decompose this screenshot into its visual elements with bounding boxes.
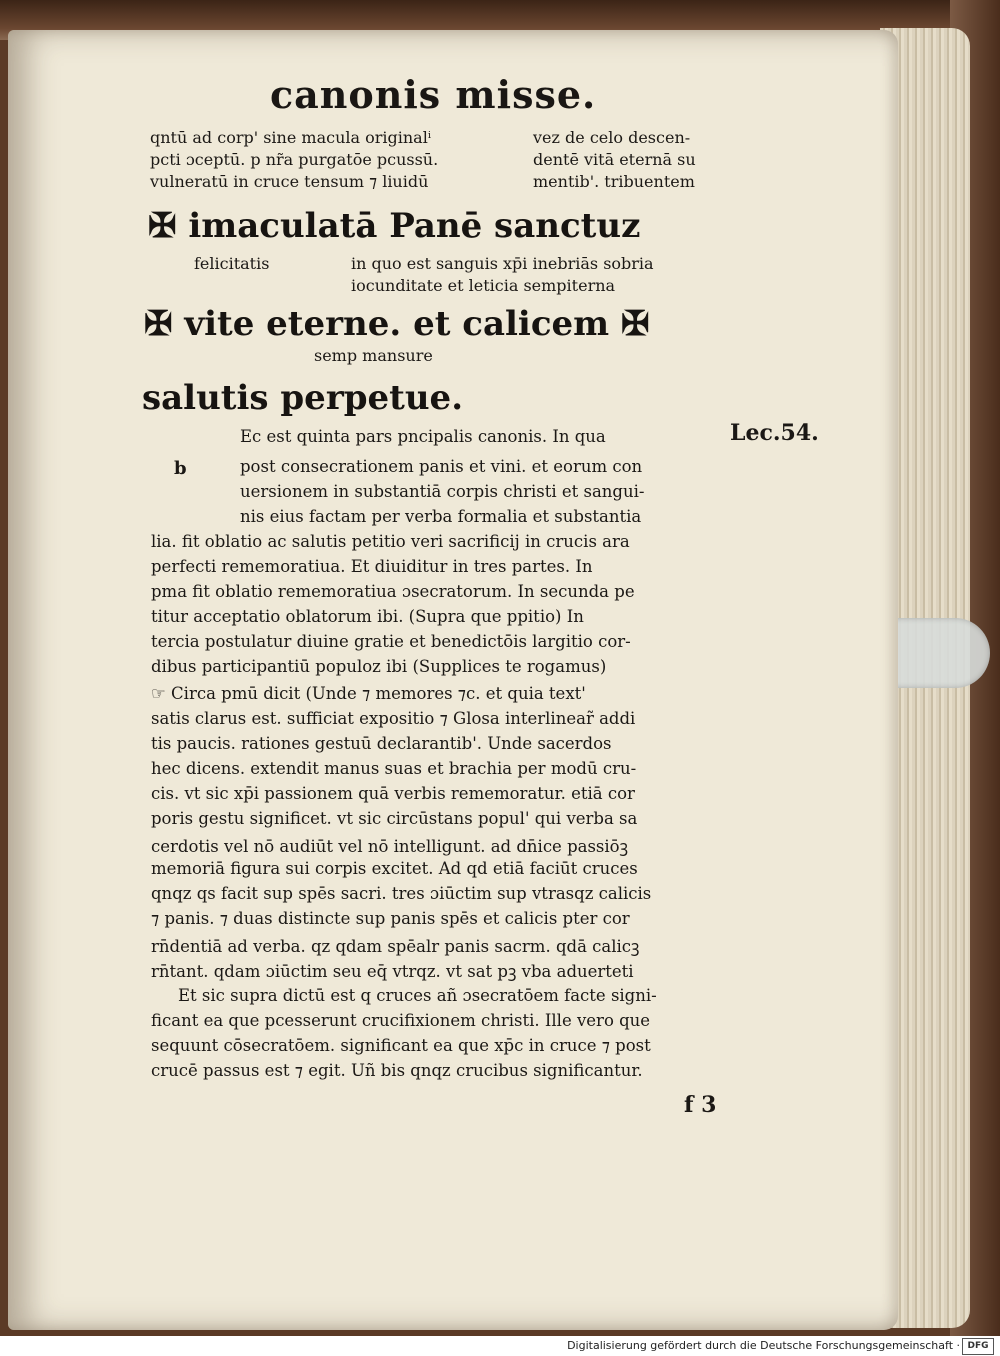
body-line: tis paucis. rationes gestuū declarantib'. Unde sacerdos	[151, 734, 612, 753]
dfg-logo: DFG	[962, 1338, 994, 1355]
felicitatis-note: felicitatis	[194, 254, 270, 273]
signature-mark: f 3	[684, 1092, 717, 1118]
funding-credit: Digitalisierung gefördert durch die Deutsche Forschungsgemeinschaft ·	[567, 1339, 960, 1352]
body-line: sequunt cōsecratōem. significant ea que xp̄c in cruce ⁊ post	[151, 1036, 651, 1055]
semp-mansure-note: semp mansure	[314, 346, 433, 365]
body-line: lia. fit oblatio ac salutis petitio veri sacrificij in crucis ara	[151, 532, 630, 551]
body-line: Et sic supra dictū est q cruces añ ɔsecratōem facte signi-	[178, 986, 657, 1005]
body-line: Ec est quinta pars pncipalis canonis. In qua	[240, 427, 606, 446]
body-line: qnqz qs facit sup spēs sacri. tres ɔiūctim sup vtrasqz calicis	[151, 884, 652, 903]
body-line: ficant ea que pcesserunt crucifixionem christi. Ille vero que	[151, 1011, 651, 1030]
body-line: tercia postulatur diuine gratie et benedictōis largitio cor-	[151, 632, 631, 651]
right-column-line: vez de celo descen-	[533, 128, 691, 147]
salutis-line: salutis perpetue.	[142, 378, 464, 418]
body-line: crucē passus est ⁊ egit. Uñ bis qnqz crucibus significantur.	[151, 1061, 643, 1080]
right-column-line: mentib'. tribuentem	[533, 172, 695, 191]
body-line: ⁊ panis. ⁊ duas distincte sup panis spēs et calicis pter cor	[151, 909, 630, 928]
body-line: nis eius factam per verba formalia et substantia	[240, 507, 642, 526]
left-column-line: pcti ɔceptū. p nr̃a purgatōe pcussū.	[150, 150, 439, 169]
body-line: satis clarus est. sufficiat expositio ⁊ Glosa interlinear̃ addi	[151, 709, 636, 728]
body-line: cis. vt sic xp̄i passionem quā verbis rememoratur. etiā cor	[151, 784, 635, 803]
left-column-line: qntū ad corp' sine macula originalⁱ	[150, 128, 432, 147]
immaculata-line: ✠ imaculatā Panē sanctuz	[148, 206, 641, 246]
body-line: dibus participantiū populoz ibi (Supplices te rogamus)	[151, 657, 607, 676]
book-page	[8, 30, 898, 1330]
body-line: rn̄tant. qdam ɔiūctim seu eq̄ vtrqz. vt sat pꝫ vba aduerteti	[151, 962, 634, 981]
body-line: cerdotis vel nō audiūt vel nō intelligunt. ad dn̄ice passiōꝫ	[151, 837, 629, 856]
body-line: rn̄dentiā ad verba. qz qdam spēalr panis sacrm. qdā calicꝫ	[151, 937, 640, 956]
in-quo-note: in quo est sanguis xp̄i inebriās sobria	[351, 254, 654, 273]
footer-bar	[0, 1336, 1000, 1356]
left-column-line: vulneratū in cruce tensum ⁊ liuidū	[150, 172, 429, 191]
page-heading: canonis misse.	[270, 72, 597, 117]
vite-eterne-line: ✠ vite eterne. et calicem ✠	[144, 304, 650, 344]
iocunditate-note: iocunditate et leticia sempiterna	[351, 276, 616, 295]
body-line: ☞ Circa pmū dicit (Unde ⁊ memores ⁊c. et quia text'	[151, 684, 586, 703]
margin-letter: b	[174, 458, 187, 479]
body-line: memoriā figura sui corpis excitet. Ad qd etiā faciūt cruces	[151, 859, 638, 878]
right-column-line: dentē vitā eternā su	[533, 150, 696, 169]
body-line: pma fit oblatio rememoratiua ɔsecratorum. In secunda pe	[151, 582, 635, 601]
body-line: perfecti rememoratiua. Et diuiditur in tres partes. In	[151, 557, 593, 576]
body-line: post consecrationem panis et vini. et eorum con	[240, 457, 643, 476]
body-line: uersionem in substantiā corpis christi et sangui-	[240, 482, 645, 501]
body-line: titur acceptatio oblatorum ibi. (Supra que ppitio) In	[151, 607, 584, 626]
margin-lectio: Lec.54.	[730, 420, 819, 446]
body-line: poris gestu significet. vt sic circūstans popul' qui verba sa	[151, 809, 638, 828]
body-line: hec dicens. extendit manus suas et brachia per modū cru-	[151, 759, 637, 778]
